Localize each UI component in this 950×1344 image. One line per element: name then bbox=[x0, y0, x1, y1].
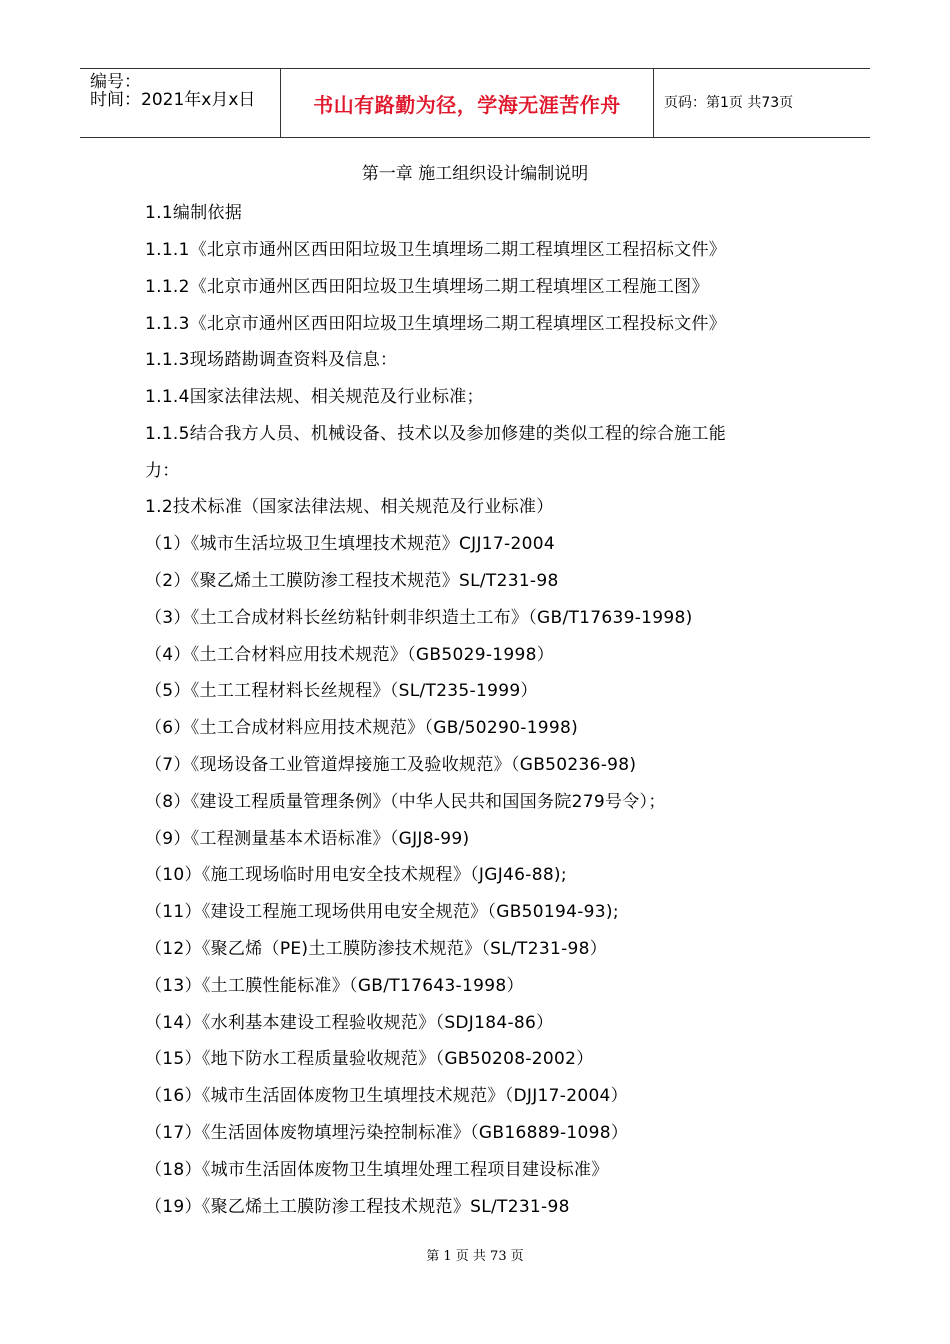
text-line: 1.1.3现场踏勘调查资料及信息： bbox=[145, 350, 398, 370]
list-item: （17）《生活固体废物填埋污染控制标准》（GB16889-1098） bbox=[145, 1123, 629, 1143]
list-item: （4）《土工合材料应用技术规范》（GB5029-1998） bbox=[145, 645, 555, 665]
motto: 书山有路勤为径，学海无涯苦作舟 bbox=[313, 92, 621, 117]
page-header bbox=[80, 68, 870, 138]
header-meta-cell bbox=[80, 69, 281, 137]
list-item: （19）《聚乙烯土工膜防渗工程技术规范》SL/T231-98 bbox=[145, 1197, 570, 1217]
list-item: （8）《建设工程质量管理条例》（中华人民共和国国务院279号令）； bbox=[145, 792, 666, 812]
text-line: 1.2技术标准（国家法律法规、相关规范及行业标准） bbox=[145, 497, 554, 517]
page-info: 页码：第1页 共73页 bbox=[664, 95, 794, 111]
header-page-cell bbox=[654, 69, 870, 137]
list-item: （12）《聚乙烯（PE)土工膜防渗技术规范》（SL/T231-98） bbox=[145, 939, 608, 959]
list-item: （15）《地下防水工程质量验收规范》（GB50208-2002） bbox=[145, 1049, 594, 1069]
text-line: 1.1.1《北京市通州区西田阳垃圾卫生填埋场二期工程填埋区工程招标文件》 bbox=[145, 240, 727, 260]
list-item: （5）《土工工程材料长丝规程》（SL/T235-1999） bbox=[145, 681, 538, 701]
text-line: 1.1.2《北京市通州区西田阳垃圾卫生填埋场二期工程填埋区工程施工图》 bbox=[145, 277, 709, 297]
text-line: 1.1.3《北京市通州区西田阳垃圾卫生填埋场二期工程填埋区工程投标文件》 bbox=[145, 314, 727, 334]
list-item: （9）《工程测量基本术语标准》（GJJ8-99) bbox=[145, 829, 470, 849]
list-item: （11）《建设工程施工现场供用电安全规范》（GB50194-93); bbox=[145, 902, 619, 922]
list-item: （2）《聚乙烯土工膜防渗工程技术规范》SL/T231-98 bbox=[145, 571, 559, 591]
list-item: （14）《水利基本建设工程验收规范》（SDJ184-86） bbox=[145, 1013, 554, 1033]
list-item: （18）《城市生活固体废物卫生填埋处理工程项目建设标准》 bbox=[145, 1160, 609, 1180]
number-label: 编号： bbox=[90, 72, 141, 92]
list-item: （6）《土工合成材料应用技术规范》（GB/50290-1998) bbox=[145, 718, 579, 738]
text-line: 力： bbox=[145, 461, 180, 481]
list-item: （7）《现场设备工业管道焊接施工及验收规范》（GB50236-98) bbox=[145, 755, 637, 775]
time-label: 时间：2021年x月x日 bbox=[90, 90, 256, 110]
list-item: （1）《城市生活垃圾卫生填埋技术规范》CJJ17-2004 bbox=[145, 534, 555, 554]
page-footer: 第 1 页 共 73 页 bbox=[426, 1249, 524, 1264]
text-line: 1.1.5结合我方人员、机械设备、技术以及参加修建的类似工程的综合施工能 bbox=[145, 424, 727, 444]
list-item: （13）《土工膜性能标准》（GB/T17643-1998） bbox=[145, 976, 524, 996]
list-item: （16）《城市生活固体废物卫生填埋技术规范》（DJJ17-2004） bbox=[145, 1086, 628, 1106]
chapter-title: 第一章 施工组织设计编制说明 bbox=[361, 164, 589, 184]
text-line: 1.1.4国家法律法规、相关规范及行业标准； bbox=[145, 387, 484, 407]
header-motto-cell bbox=[281, 69, 654, 137]
list-item: （3）《土工合成材料长丝纺粘针刺非织造土工布》（GB/T17639-1998) bbox=[145, 608, 693, 628]
list-item: （10）《施工现场临时用电安全技术规程》（JGJ46-88); bbox=[145, 865, 567, 885]
text-line: 1.1编制依据 bbox=[145, 203, 243, 223]
